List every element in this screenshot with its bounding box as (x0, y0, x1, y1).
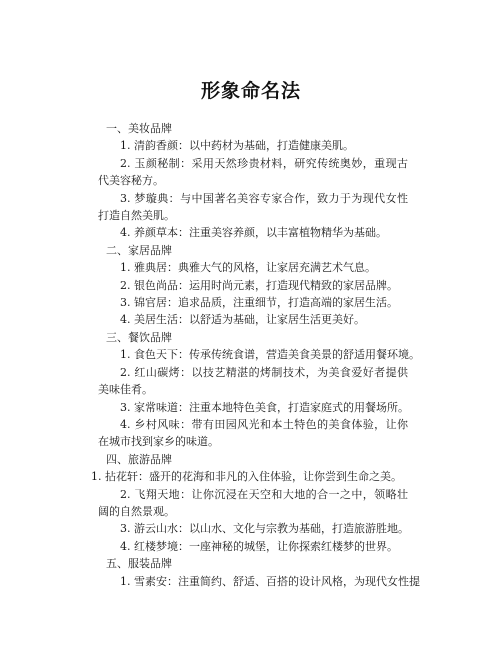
list-item: 3. 游云山水：以山水、文化与宗教为基础，打造旅游胜地。 (120, 522, 409, 536)
section-heading-apparel: 五、服装品牌 (106, 557, 172, 571)
list-item: 2. 飞翔天地：让你沉浸在天空和大地的合一之中，领略壮阔的自然景观。 (98, 487, 408, 518)
list-item: 3. 梦璇典：与中国著名美容专家合作，致力于为现代女性打造自然美肌。 (98, 191, 408, 223)
document-body (91, 120, 420, 590)
list-item: 3. 锦官居：追求品质，注重细节，打造高端的家居生活。 (120, 296, 398, 310)
list-item: 1. 雅典居：典雅大气的风格，让家居充满艺术气息。 (120, 261, 376, 275)
list-item: 4. 养颜草本：注重美容养颜，以丰富植物精华为基础。 (120, 226, 387, 240)
list-item: 1. 拈花轩：盛开的花海和非凡的入住体验，让你尝到生命之美。 (91, 470, 402, 484)
list-item: 1. 雪素安：注重简约、舒适、百搭的设计风格，为现代女性提 (120, 574, 420, 588)
list-item: 4. 红楼梦境：一座神秘的城堡，让你探索红楼梦的世界。 (120, 539, 398, 553)
section-heading-dining: 三、餐饮品牌 (106, 330, 172, 344)
section-heading-home: 二、家居品牌 (106, 243, 172, 257)
list-item: 4. 乡村风味：带有田园风光和本土特色的美食体验，让你在城市找到家乡的味道。 (98, 417, 408, 449)
list-item: 2. 红山碳烤：以技艺精湛的烤制技术，为美食爱好者提供美味佳肴。 (98, 365, 408, 397)
section-heading-travel: 四、旅游品牌 (106, 452, 172, 466)
list-item: 4. 美居生活：以舒适为基础，让家居生活更美好。 (120, 313, 365, 327)
section-heading-cosmetics: 一、美妆品牌 (106, 122, 172, 135)
document-title: 形象命名法 (200, 80, 301, 102)
list-item: 1. 清韵香颜：以中药材为基础，打造健康美肌。 (120, 139, 354, 153)
list-item: 2. 玉颜秘制：采用天然珍贵材料，研究传统奥妙，重现古代美容秘方。 (98, 156, 408, 188)
list-item: 2. 银色尚品：运用时尚元素，打造现代精致的家居品牌。 (120, 278, 398, 292)
list-item: 1. 食色天下：传承传统食谱，营造美食美景的舒适用餐环境。 (120, 348, 420, 362)
list-item: 3. 家常味道：注重本地特色美食，打造家庭式的用餐场所。 (120, 400, 409, 414)
